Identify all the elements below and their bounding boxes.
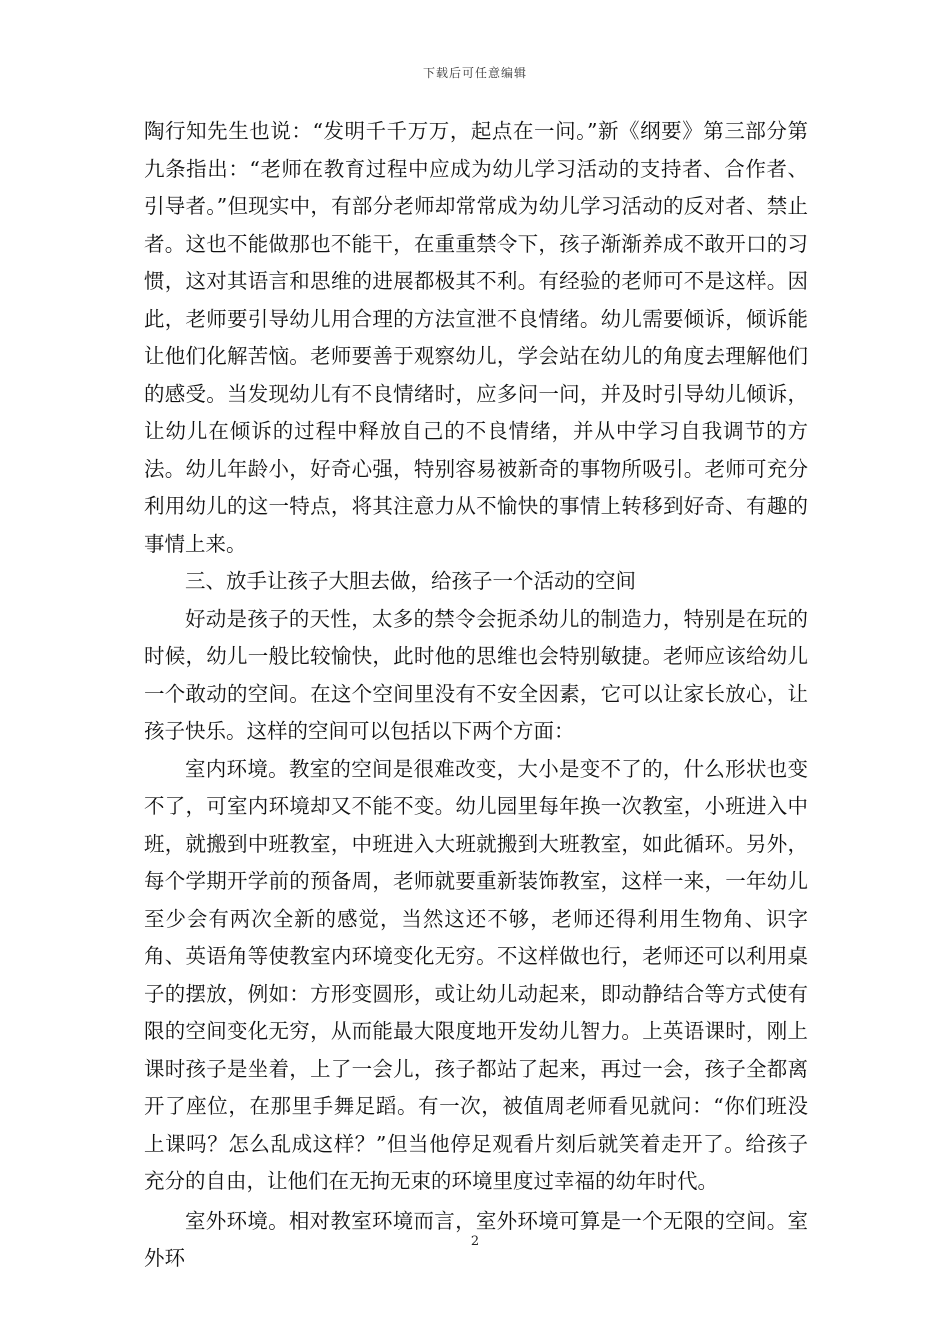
section-heading: 三、放手让孩子大胆去做，给孩子一个活动的空间 [185, 569, 636, 593]
paragraph-outdoor-environment: 室外环境。相对教室环境而言，室外环境可算是一个无限的空间。室外环 [144, 1208, 808, 1270]
document-body [144, 113, 808, 1278]
page-number: 2 [470, 1234, 480, 1249]
paragraph-2: 好动是孩子的天性，太多的禁令会扼杀幼儿的制造力，特别是在玩的时候，幼儿一般比较愉快，此时他的思维也会特别敏捷。老师应该给幼儿一个敢动的空间。在这个空间里没有不安全因素，它可以让家长放心，让孩子快乐。这样的空间可以包括以下两个方面： [144, 606, 808, 743]
page-header: 下载后可任意编辑 [422, 66, 527, 80]
paragraph-1: 陶行知先生也说：“发明千千万万，起点在一问。”新《纲要》第三部分第九条指出：“老师在教育过程中应成为幼儿学习活动的支持者、合作者、引导者。”但现实中，有部分老师却常常成为幼儿学习活动的反对者、禁止者。这也不能做那也不能干，在重重禁令下，孩子渐渐养成不敢开口的习惯，这对其语言和思维的进展都极其不利。有经验的老师可不是这样。因此，老师要引导幼儿用合理的方法宣泄不良情绪。幼儿需要倾诉，倾诉能让他们化解苦恼。老师要善于观察幼儿，学会站在幼儿的角度去理解他们的感受。当发现幼儿有不良情绪时，应多问一问，并及时引导幼儿倾诉，让幼儿在倾诉的过程中释放自己的不良情绪，并从中学习自我调节的方法。幼儿年龄小，好奇心强，特别容易被新奇的事物所吸引。老师可充分利用幼儿的这一特点，将其注意力从不愉快的事情上转移到好奇、有趣的事情上来。 [144, 119, 808, 556]
paragraph-indoor-environment: 室内环境。教室的空间是很难改变，大小是变不了的，什么形状也变不了，可室内环境却又不能不变。幼儿园里每年换一次教室，小班进入中班，就搬到中班教室，中班进入大班就搬到大班教室，如此循环。另外，每个学期开学前的预备周，老师就要重新装饰教室，这样一来，一年幼儿至少会有两次全新的感觉，当然这还不够，老师还得利用生物角、识字角、英语角等使教室内环境变化无穷。不这样做也行，老师还可以利用桌子的摆放，例如：方形变圆形，或让幼儿动起来，即动静结合等方式使有限的空间变化无穷，从而能最大限度地开发幼儿智力。上英语课时，刚上课时孩子是坐着，上了一会儿，孩子都站了起来，再过一会，孩子全都离开了座位，在那里手舞足蹈。有一次，被值周老师看见就问：“你们班没上课吗？怎么乱成这样？”但当他停足观看片刻后就笑着走开了。给孩子充分的自由，让他们在无拘无束的环境里度过幸福的幼年时代。 [144, 756, 808, 1193]
